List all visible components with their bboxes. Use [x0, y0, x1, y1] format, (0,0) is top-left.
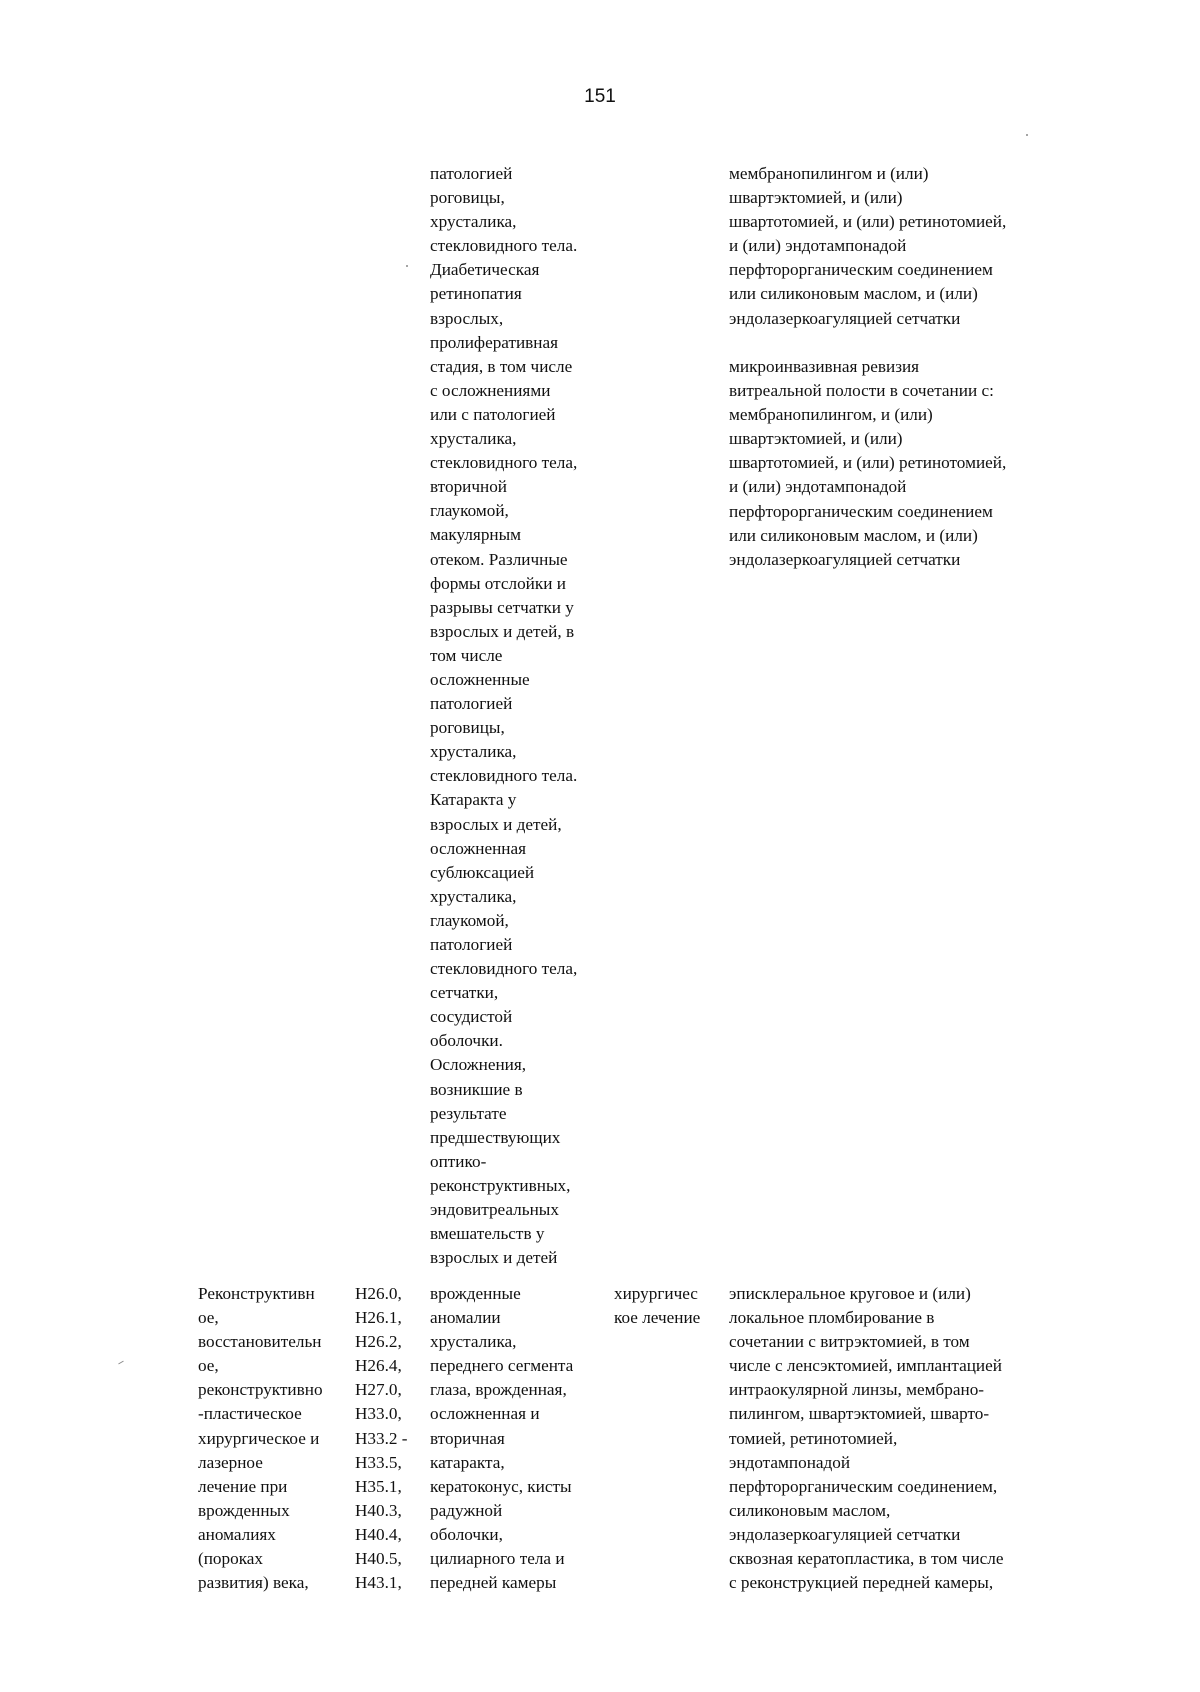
text-line: хрусталика, [430, 886, 517, 906]
text-line: эндовитреальных [430, 1200, 559, 1220]
text-line: ретинопатия [430, 284, 522, 304]
text-line: катаракта, [430, 1452, 505, 1472]
text-line: взрослых и детей [430, 1248, 558, 1268]
text-line: осложненная и [430, 1404, 540, 1424]
text-line: H33.5, [355, 1452, 402, 1472]
care-type-name-column [198, 1282, 323, 1595]
text-line: оболочки, [430, 1524, 503, 1544]
text-line: H40.4, [355, 1524, 402, 1544]
text-line: и (или) эндотампонадой [729, 236, 907, 256]
text-line: роговицы, [430, 718, 505, 738]
text-line: швартотомией, и (или) ретинотомией, [729, 453, 1007, 473]
text-line: интраокулярной линзы, мембрано- [729, 1380, 985, 1400]
text-line: H40.5, [355, 1549, 402, 1569]
text-line: перфторорганическим соединением [729, 260, 993, 280]
text-line: осложненные [430, 669, 530, 689]
text-line: взрослых и детей, [430, 814, 562, 834]
text-line: стекловидного тела. [430, 236, 578, 256]
text-line: Катаракта у [430, 790, 517, 810]
text-line: сквозная кератопластика, в том числе [729, 1549, 1004, 1569]
text-line: переднего сегмента [430, 1356, 574, 1376]
text-line: роговицы, [430, 188, 505, 208]
text-line: аномалиях [198, 1524, 276, 1544]
text-line: Реконструктивн [198, 1284, 315, 1303]
page-number: 151 [584, 86, 616, 107]
text-line: локальное пломбирование в [729, 1308, 935, 1328]
text-line: сосудистой [430, 1007, 513, 1027]
text-line: эндолазеркоагуляцией сетчатки [729, 549, 961, 569]
text-line: вторичная [430, 1428, 505, 1448]
text-line: пилингом, швартэктомией, шварто- [729, 1404, 990, 1424]
text-line: хрусталика, [430, 742, 517, 762]
text-line: возникшие в [430, 1079, 523, 1099]
text-line: отеком. Различные [430, 549, 568, 569]
text-line: реконструктивных, [430, 1175, 571, 1195]
text-line: H26.4, [355, 1356, 402, 1376]
text-line: кератоконус, кисты [430, 1476, 572, 1496]
text-line: витреальной полости в сочетании с: [729, 381, 994, 401]
text-line: взрослых и детей, в [430, 621, 575, 641]
text-line: H26.1, [355, 1308, 402, 1328]
text-line: глаза, врожденная, [430, 1380, 567, 1400]
text-line: и (или) эндотампонадой [729, 477, 907, 497]
text-line: оптико- [430, 1151, 487, 1171]
scan-artifact [1026, 134, 1028, 136]
text-line: врожденных [198, 1500, 290, 1520]
icd-codes-column [355, 1282, 408, 1595]
text-line: H26.0, [355, 1284, 402, 1303]
text-line: или силиконовым маслом, и (или) [729, 284, 978, 304]
text-line: стекловидного тела. [430, 766, 578, 786]
text-line: Диабетическая [430, 260, 540, 280]
text-line: глаукомой, [430, 910, 509, 930]
text-line: стекловидного тела, [430, 959, 578, 979]
text-line: результате [430, 1103, 507, 1123]
text-line: с реконструкцией передней камеры, [729, 1573, 994, 1593]
text-line: том числе [430, 645, 503, 665]
text-line: H27.0, [355, 1380, 402, 1400]
treatment-methods-column [729, 1282, 1003, 1595]
text-line: H40.3, [355, 1500, 402, 1520]
text-line: формы отслойки и [430, 573, 566, 593]
text-line: патологией [430, 164, 513, 183]
text-line: эндотампонадой [729, 1452, 851, 1472]
text-line: Осложнения, [430, 1055, 527, 1075]
text-line: H33.2 - [355, 1428, 408, 1448]
text-line: хирургичес [614, 1284, 698, 1303]
text-line: патологией [430, 694, 513, 714]
text-line: оболочки. [430, 1031, 503, 1051]
text-line: или с патологией [430, 404, 556, 424]
text-line: лазерное [198, 1452, 263, 1472]
text-line: хрусталика, [430, 1332, 517, 1352]
text-line: глаукомой, [430, 501, 509, 521]
text-line: предшествующих [430, 1127, 561, 1147]
text-line: сублюксацией [430, 862, 535, 882]
text-line: швартэктомией, и (или) [729, 429, 903, 449]
text-line: кое лечение [614, 1308, 701, 1328]
text-line: швартотомией, и (или) ретинотомией, [729, 212, 1007, 232]
treatment-methods-paragraph-2 [729, 355, 1006, 572]
text-line: -пластическое [198, 1404, 302, 1424]
text-line: сочетании с витрэктомией, в том [729, 1332, 970, 1352]
text-line: радужной [430, 1500, 503, 1520]
text-line: хирургическое и [198, 1428, 320, 1448]
text-line: взрослых, [430, 308, 504, 328]
text-line: H33.0, [355, 1404, 402, 1424]
text-line: ое, [198, 1308, 219, 1328]
text-line: вторичной [430, 477, 507, 497]
text-line: числе с ленсэктомией, имплантацией [729, 1356, 1002, 1376]
text-line: врожденные [430, 1284, 521, 1303]
text-line: мембранопилингом и (или) [729, 164, 929, 183]
text-line: стекловидного тела, [430, 453, 578, 473]
text-line: стадия, в том числе [430, 356, 573, 376]
text-line: восстановительн [198, 1332, 322, 1352]
diagnosis-column [430, 1282, 573, 1595]
text-line: перфторорганическим соединением, [729, 1476, 998, 1496]
text-line: вмешательств у [430, 1224, 545, 1244]
text-line: микроинвазивная ревизия [729, 357, 920, 376]
text-line: реконструктивно [198, 1380, 323, 1400]
text-line: H26.2, [355, 1332, 402, 1352]
diagnosis-column-continued [430, 162, 577, 1270]
text-line: мембранопилингом, и (или) [729, 405, 933, 425]
text-line: H43.1, [355, 1573, 402, 1593]
text-line: H35.1, [355, 1476, 402, 1496]
text-line: перфторорганическим соединением [729, 501, 993, 521]
text-line: пролиферативная [430, 332, 559, 352]
text-line: хрусталика, [430, 212, 517, 232]
text-line: цилиарного тела и [430, 1549, 565, 1569]
treatment-type-column [614, 1282, 700, 1330]
scan-artifact [118, 1361, 124, 1365]
text-line: ое, [198, 1356, 219, 1376]
text-line: патологией [430, 935, 513, 954]
text-line: аномалии [430, 1308, 501, 1328]
treatment-methods-paragraph-1 [729, 162, 1006, 331]
text-line: сетчатки, [430, 983, 499, 1003]
text-line: разрывы сетчатки у [430, 597, 574, 617]
text-line: (пороках [198, 1549, 264, 1569]
text-line: или силиконовым маслом, и (или) [729, 525, 978, 545]
text-line: с осложнениями [430, 380, 551, 400]
scan-artifact [406, 265, 408, 267]
text-line: томией, ретинотомией, [729, 1428, 898, 1448]
text-line: макулярным [430, 525, 522, 545]
text-line: силиконовым маслом, [729, 1500, 891, 1520]
text-line: эндолазеркоагуляцией сетчатки [729, 1524, 961, 1544]
text-line: осложненная [430, 838, 527, 858]
text-line: лечение при [198, 1476, 288, 1496]
text-line: развития) века, [198, 1573, 309, 1593]
text-line: швартэктомией, и (или) [729, 188, 903, 208]
text-line: передней камеры [430, 1573, 557, 1593]
text-line: эписклеральное круговое и (или) [729, 1284, 971, 1303]
text-line: эндолазеркоагуляцией сетчатки [729, 308, 961, 328]
text-line: хрусталика, [430, 429, 517, 449]
